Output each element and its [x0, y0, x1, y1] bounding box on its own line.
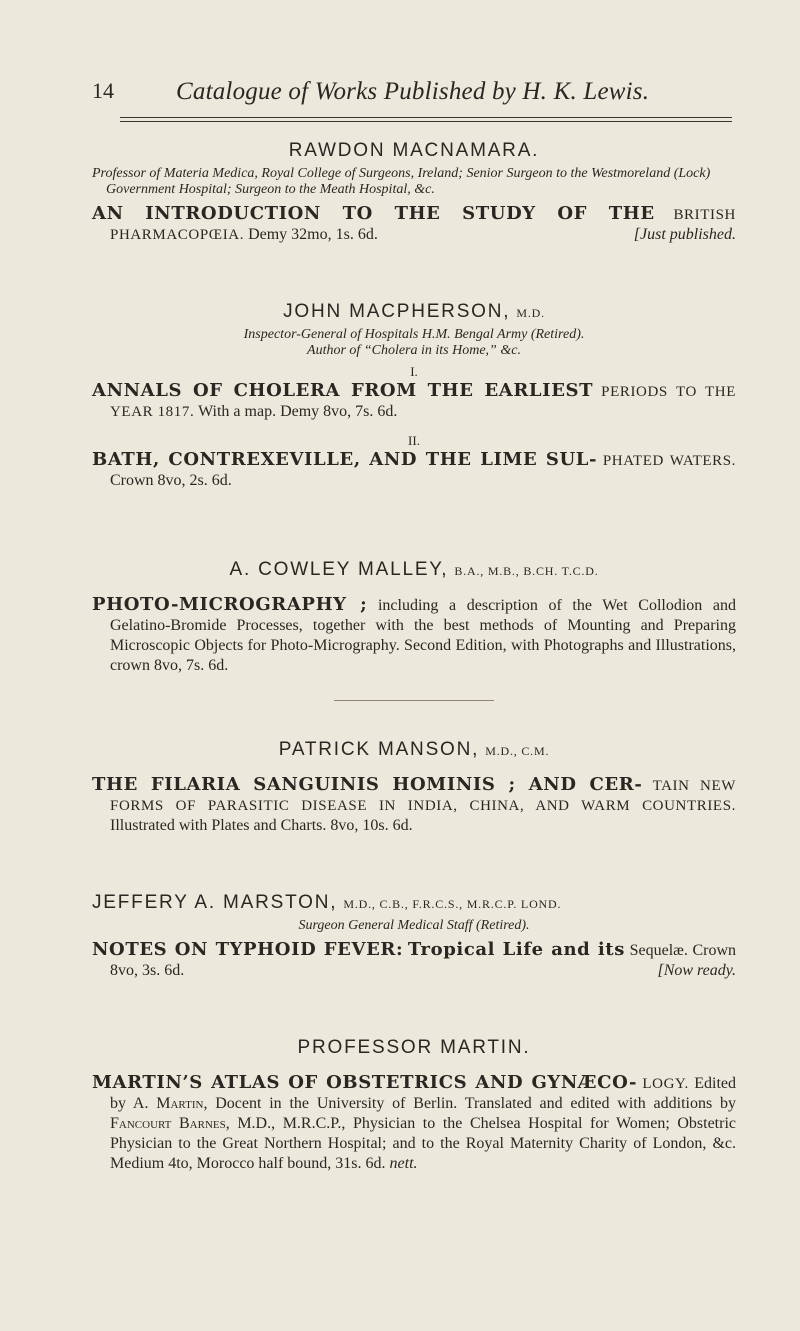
catalogue-content	[92, 140, 736, 1174]
catalogue-title: Catalogue of Works Published by H. K. Lewis.	[176, 78, 650, 105]
page-number: 14	[92, 78, 114, 103]
book-entry	[92, 381, 736, 422]
book-title-continued: TAIN NEW FORMS OF PARASITIC DISEASE IN INDIA, CHINA, AND WARM COUNTRIES.	[110, 778, 737, 814]
author-qualifications: B.A., M.B., B.CH. T.C.D.	[454, 564, 599, 578]
book-title: PHOTO-MICROGRAPHY ;	[92, 594, 368, 615]
author-name: RAWDON MACNAMARA.	[288, 140, 540, 161]
book-entry	[92, 595, 736, 676]
editor-name: Martin	[156, 1095, 204, 1112]
book-entry	[92, 450, 736, 491]
book-entry	[92, 775, 736, 836]
book-title: BATH, CONTREXEVILLE, AND THE LIME SUL-	[92, 449, 598, 470]
entry-manson	[92, 739, 736, 836]
book-title: AN INTRODUCTION TO THE STUDY OF THE	[92, 203, 655, 224]
book-details: Edited by A.	[110, 1075, 737, 1112]
author-works: Author of “Cholera in its Home,” &c.	[307, 343, 521, 358]
author-name: PATRICK MANSON, M.D., C.M.	[278, 739, 550, 760]
header-rule	[120, 121, 732, 122]
book-details-continued: , Docent in the University of Berlin. Translated and edited with additions by	[203, 1095, 737, 1112]
roman-numeral: I.	[410, 364, 418, 379]
author-affiliation: Surgeon General Medical Staff (Retired).	[298, 918, 530, 933]
author-name: JOHN MACPHERSON, M.D.	[283, 301, 545, 322]
book-details: With a map. Demy 8vo, 7s. 6d.	[198, 403, 398, 420]
publication-status: [Now ready.	[657, 962, 736, 979]
entry-marston	[92, 892, 736, 981]
book-title-continued: PHATED WATERS.	[602, 453, 737, 469]
author-qualifications: M.D., C.M.	[485, 744, 550, 758]
author-qualifications: M.D.	[516, 306, 545, 320]
author-name: PROFESSOR MARTIN.	[297, 1037, 531, 1058]
entry-macpherson	[92, 301, 736, 491]
entry-martin	[92, 1037, 736, 1174]
author-name: JEFFERY A. MARSTON, M.D., C.B., F.R.C.S., M.R.C.P. LOND.	[92, 892, 562, 913]
book-title-continued: PERIODS TO THE YEAR 1817.	[110, 384, 736, 420]
price-note: nett.	[389, 1155, 418, 1172]
book-title: NOTES ON TYPHOID FEVER:	[92, 939, 404, 960]
author-name: A. COWLEY MALLEY, B.A., M.B., B.CH. T.C.D.	[229, 559, 599, 580]
book-details: Crown 8vo, 2s. 6d.	[110, 472, 232, 489]
author-affiliation: Inspector-General of Hospitals H.M. Bengal Army (Retired).	[243, 327, 585, 342]
book-details: Demy 32mo, 1s. 6d.	[248, 226, 378, 243]
book-details: Illustrated with Plates and Charts. 8vo, 10s. 6d.	[110, 817, 413, 834]
book-title: THE FILARIA SANGUINIS HOMINIS ; AND CER-	[92, 774, 643, 795]
book-title: ANNALS OF CHOLERA FROM THE EARLIEST	[92, 380, 594, 401]
book-details: Sequelæ. Crown 8vo, 3s. 6d.	[110, 942, 737, 979]
book-entry	[92, 940, 736, 981]
author-qualifications: M.D., C.B., F.R.C.S., M.R.C.P. LOND.	[343, 897, 562, 911]
author-affiliation: Professor of Materia Medica, Royal College of Surgeons, Ireland; Senior Surgeon to the Westmoreland (Lock) Government Hospital; Surgeon to the Meath Hospital, &c.	[92, 166, 711, 197]
book-entry	[92, 204, 736, 245]
roman-numeral: II.	[408, 433, 420, 448]
book-title: MARTIN’S ATLAS OF OBSTETRICS AND GYNÆCO-	[92, 1072, 638, 1093]
book-title-continued: BRITISH PHARMACOPŒIA.	[110, 207, 736, 243]
header-rule	[120, 117, 732, 118]
section-divider	[334, 700, 494, 701]
book-details-end: , M.D., M.R.C.P., Physician to the Chelsea Hospital for Women; Obstetric Physician to the Great Northern Hospital; and to the Royal Maternity Charity of London, &c. Medium 4to, Morocco half bound, 31s. 6d.	[110, 1115, 736, 1172]
book-entry	[92, 1073, 736, 1174]
publication-status: [Just published.	[633, 226, 736, 243]
book-title-continued: Tropical Life and its	[407, 939, 625, 960]
running-head	[92, 78, 732, 114]
entry-macnamara	[92, 140, 736, 245]
entry-malley	[92, 559, 736, 701]
book-title-continued: LOGY.	[642, 1076, 689, 1092]
translator-name: Fancourt Barnes	[110, 1115, 226, 1132]
book-details: including a description of the Wet Collodion and Gelatino-Bromide Processes, together with the best methods of Mounting and Preparing Microscopic Objects for Photo-Micrography. Second Edition, with Photographs and Illustrations, crown 8vo, 7s. 6d.	[110, 597, 736, 674]
